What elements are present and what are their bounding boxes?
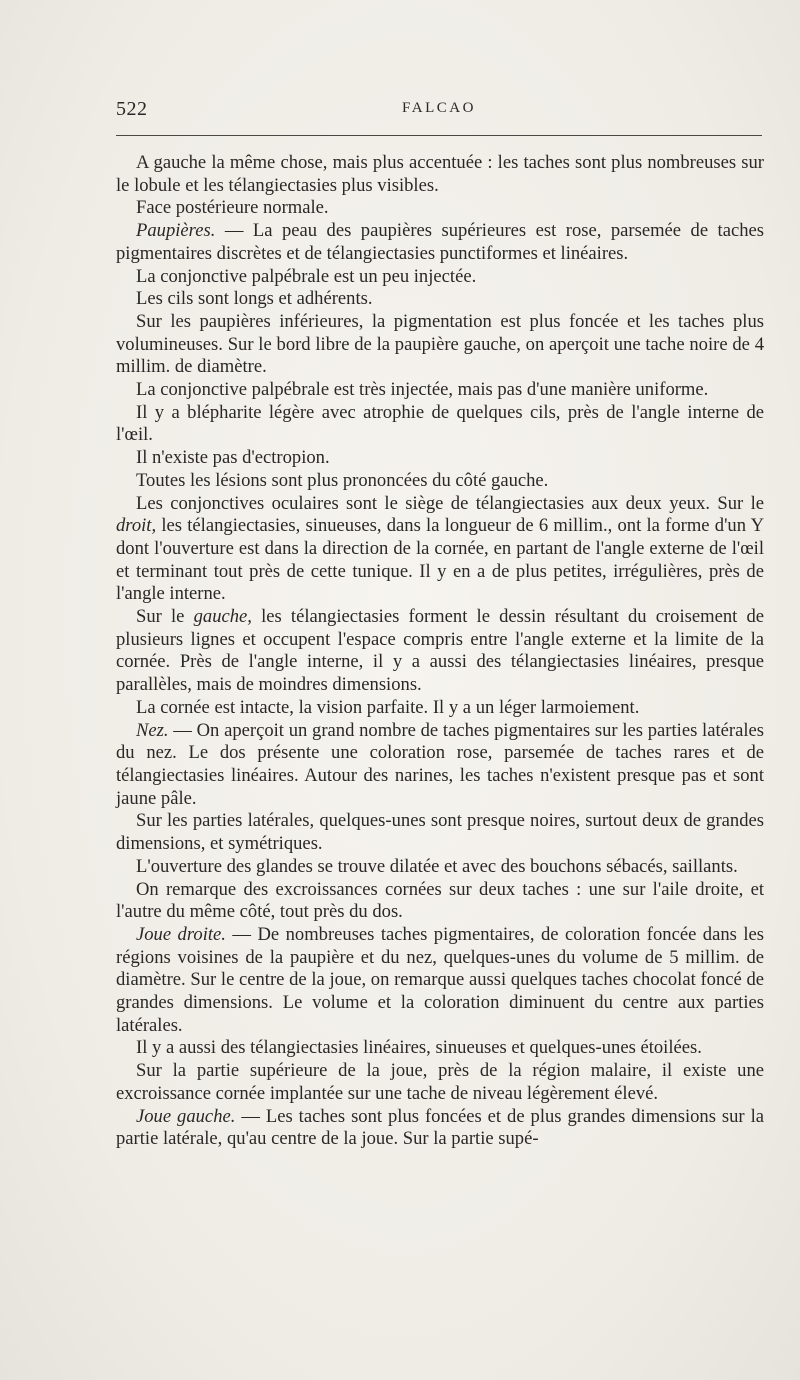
- section-lead: Paupières.: [136, 220, 216, 242]
- paragraph: Les cils sont longs et adhérents.: [136, 288, 373, 310]
- section-lead: Joue gauche.: [136, 1105, 236, 1127]
- paragraph: Joue gauche. — Les taches sont plus foncées et de plus grandes dimensions sur la partie latérale, qu'au centre de la joue. Sur la partie supé-: [116, 1105, 764, 1150]
- paragraph: Nez. — On aperçoit un grand nombre de taches pigmentaires sur les parties latérales du nez. Le dos présente une coloration rose, parsemée de taches rares et de télangiectasies linéaires. Autour des narines, les taches n'existent presque pas et sont jaune pâle.: [116, 719, 764, 809]
- italic-word: droit,: [116, 515, 157, 537]
- paragraph: Sur la partie supérieure de la joue, près de la région malaire, il existe une excroissance cornée implantée sur une tache de niveau légèrement élevé.: [116, 1060, 764, 1104]
- paragraph: L'ouverture des glandes se trouve dilatée et avec des bouchons sébacés, saillants.: [136, 855, 738, 877]
- header-rule: [116, 135, 762, 136]
- paragraph: La cornée est intacte, la vision parfaite. Il y a un léger larmoiement.: [136, 696, 640, 718]
- running-head: FALCAO: [402, 100, 476, 116]
- paragraph: A gauche la même chose, mais plus accentuée : les taches sont plus nombreuses sur le lobule et les télangiectasies plus visibles.: [116, 152, 764, 196]
- paragraph: Joue droite. — De nombreuses taches pigmentaires, de coloration foncée dans les régions voisines de la paupière et du nez, quelques-unes du volume de 5 millim. de diamètre. Sur le centre de la joue, on remarque aussi quelques taches chocolat foncé de grandes dimensions. Le volume et la coloration diminuent du centre aux parties latérales.: [116, 923, 764, 1036]
- paragraph: Sur les paupières inférieures, la pigmentation est plus foncée et les taches plus volumineuses. Sur le bord libre de la paupière gauche, on aperçoit une tache noire de 4 millim. de diamètre.: [116, 310, 764, 378]
- italic-word: gauche,: [193, 606, 252, 628]
- paragraph: Il y a aussi des télangiectasies linéaires, sinueuses et quelques-unes étoilées.: [136, 1037, 702, 1059]
- paragraph: On remarque des excroissances cornées sur deux taches : une sur l'aile droite, et l'autre du même côté, tout près du dos.: [116, 878, 764, 923]
- paragraph: La conjonctive palpébrale est très injectée, mais pas d'une manière uniforme.: [136, 379, 709, 401]
- paragraph: Paupières. — La peau des paupières supérieures est rose, parsemée de taches pigmentaires discrètes et de télangiectasies punctiformes et linéaires.: [116, 220, 764, 264]
- paragraph: Sur les parties latérales, quelques-unes sont presque noires, surtout deux de grandes dimensions, et symétriques.: [116, 810, 764, 855]
- section-lead: Joue droite.: [136, 923, 226, 945]
- body-text: [116, 152, 764, 1151]
- page-header: [116, 98, 762, 128]
- section-lead: Nez.: [136, 719, 169, 741]
- paragraph: Il n'existe pas d'ectropion.: [136, 447, 330, 469]
- paragraph: Toutes les lésions sont plus prononcées du côté gauche.: [136, 469, 549, 491]
- page-number: 522: [116, 98, 148, 120]
- paragraph: Sur le gauche, les télangiectasies forment le dessin résultant du croisement de plusieurs lignes et occupent l'espace compris entre l'angle externe et la limite de la cornée. Près de l'angle interne, il y a aussi des télangiectasies linéaires, presque parallèles, mais de moindres dimensions.: [116, 606, 764, 696]
- paragraph: Face postérieure normale.: [136, 197, 329, 219]
- paragraph: Il y a blépharite légère avec atrophie de quelques cils, près de l'angle interne de l'œil.: [116, 401, 764, 446]
- paragraph: La conjonctive palpébrale est un peu injectée.: [136, 265, 477, 287]
- paragraph: Les conjonctives oculaires sont le siège de télangiectasies aux deux yeux. Sur le droit, les télangiectasies, sinueuses, dans la longueur de 6 millim., ont la forme d'un Y dont l'ouverture est dans la direction de la cornée, en partant de l'angle externe de l'œil et terminant tout près de cette tunique. Il y en a de plus petites, irrégulières, près de l'angle interne.: [116, 492, 764, 605]
